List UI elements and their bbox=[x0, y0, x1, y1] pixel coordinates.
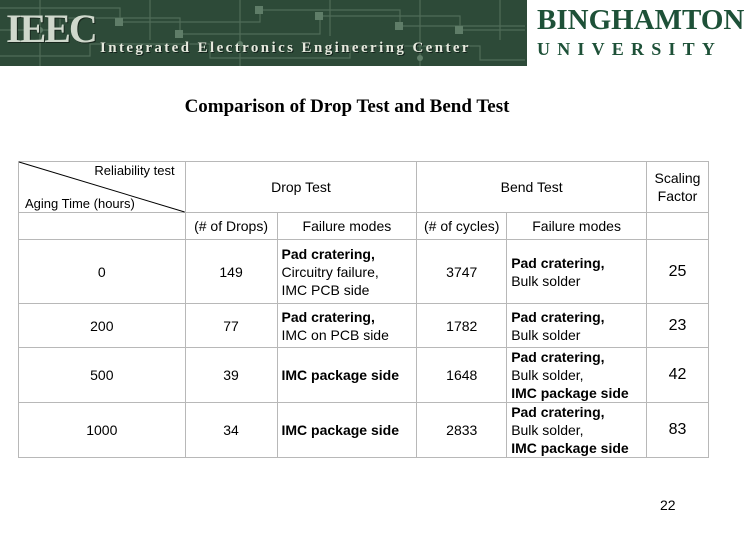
bend-failure-cell bbox=[507, 403, 647, 458]
aging-time-label: Aging Time (hours) bbox=[25, 196, 135, 211]
header-row-groups bbox=[19, 162, 709, 213]
aging-cell: 0 bbox=[19, 240, 186, 304]
drops-subheader: (# of Drops) bbox=[185, 213, 277, 240]
failure-mode-line: Bulk solder, bbox=[511, 367, 584, 383]
drop-failure-cell bbox=[277, 240, 417, 304]
scaling-cell: 42 bbox=[646, 348, 708, 403]
failure-mode-line: Bulk solder, bbox=[511, 422, 584, 438]
failure-mode-line: Pad cratering, bbox=[511, 254, 605, 271]
table-row bbox=[19, 240, 709, 304]
bend-failure-cell bbox=[507, 348, 647, 403]
bend-failure-subheader: Failure modes bbox=[507, 213, 647, 240]
drops-cell: 34 bbox=[185, 403, 277, 458]
drops-cell: 77 bbox=[185, 304, 277, 348]
cycles-cell: 1782 bbox=[417, 304, 507, 348]
bend-test-header: Bend Test bbox=[417, 162, 647, 213]
failure-mode-line: Bulk solder bbox=[511, 272, 581, 289]
failure-mode-line: Pad cratering, bbox=[511, 404, 605, 420]
page-number: 22 bbox=[660, 497, 676, 513]
scaling-header-line2: Factor bbox=[657, 188, 698, 204]
header-banner bbox=[0, 0, 744, 66]
scaling-cell: 25 bbox=[646, 240, 708, 304]
drop-failure-cell bbox=[277, 304, 417, 348]
bend-failure-cell bbox=[507, 240, 647, 304]
reliability-test-label: Reliability test bbox=[94, 163, 175, 178]
table-row bbox=[19, 403, 709, 458]
cycles-cell: 3747 bbox=[417, 240, 507, 304]
failure-mode-line: Bulk solder bbox=[511, 326, 581, 343]
failure-mode-line: IMC on PCB side bbox=[281, 326, 389, 343]
empty-subheader-cell bbox=[646, 213, 708, 240]
drops-cell: 39 bbox=[185, 348, 277, 403]
failure-mode-line: Pad cratering, bbox=[281, 245, 375, 262]
ieec-logo: IEEC bbox=[6, 6, 96, 51]
bend-failure-cell bbox=[507, 304, 647, 348]
failure-mode-line: IMC package side bbox=[511, 440, 629, 456]
drops-cell: 149 bbox=[185, 240, 277, 304]
slide-title: Comparison of Drop Test and Bend Test bbox=[184, 96, 510, 117]
scaling-cell: 23 bbox=[646, 304, 708, 348]
header-row-subcolumns bbox=[19, 213, 709, 240]
drop-failure-cell: IMC package side bbox=[277, 403, 417, 458]
failure-mode-line: Pad cratering, bbox=[511, 308, 605, 325]
corner-header-cell bbox=[19, 162, 186, 213]
university-logo bbox=[527, 0, 744, 66]
scaling-factor-header bbox=[646, 162, 708, 213]
cycles-cell: 1648 bbox=[417, 348, 507, 403]
center-name: Integrated Electronics Engineering Center bbox=[100, 40, 471, 56]
drop-failure-cell: IMC package side bbox=[277, 348, 417, 403]
aging-cell: 200 bbox=[19, 304, 186, 348]
failure-mode-line: Circuitry failure, bbox=[281, 263, 379, 280]
failure-mode-line: Pad cratering, bbox=[281, 308, 375, 325]
failure-mode-line: IMC PCB side bbox=[281, 281, 370, 298]
scaling-header-line1: Scaling bbox=[654, 170, 701, 186]
university-subtitle: UNIVERSITY bbox=[537, 39, 723, 59]
drop-test-header: Drop Test bbox=[185, 162, 417, 213]
empty-subheader-cell bbox=[19, 213, 186, 240]
aging-cell: 500 bbox=[19, 348, 186, 403]
table-row bbox=[19, 348, 709, 403]
cycles-subheader: (# of cycles) bbox=[417, 213, 507, 240]
scaling-cell: 83 bbox=[646, 403, 708, 458]
aging-cell: 1000 bbox=[19, 403, 186, 458]
cycles-cell: 2833 bbox=[417, 403, 507, 458]
drop-failure-subheader: Failure modes bbox=[277, 213, 417, 240]
table-row bbox=[19, 304, 709, 348]
failure-mode-line: IMC package side bbox=[511, 385, 629, 401]
failure-mode-line: Pad cratering, bbox=[511, 349, 605, 365]
university-name: BINGHAMTON bbox=[537, 4, 744, 36]
comparison-table bbox=[18, 161, 709, 458]
